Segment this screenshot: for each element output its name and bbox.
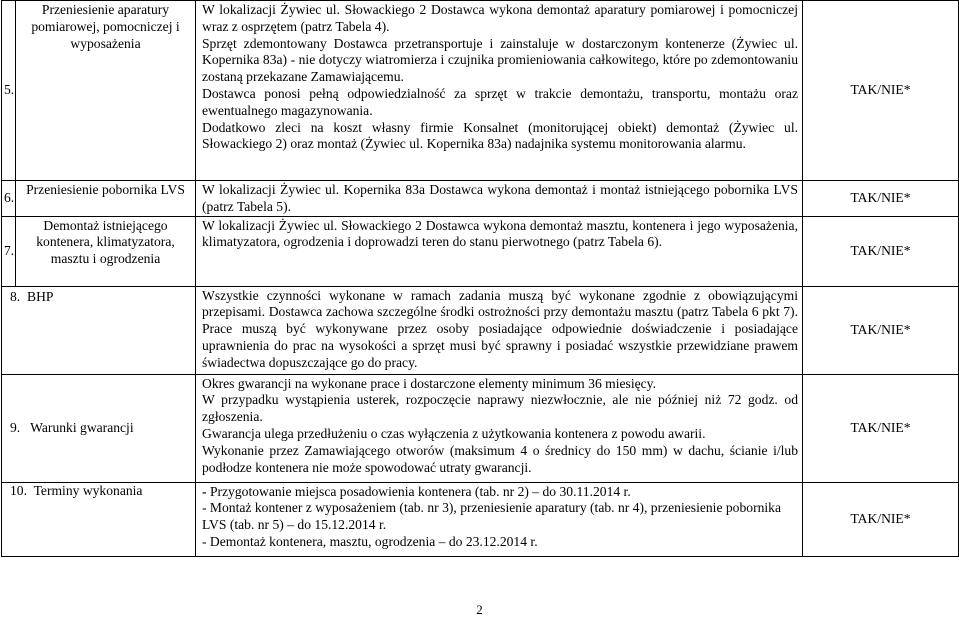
row-number: 7. <box>2 216 16 286</box>
description-paragraph: Okres gwarancji na wykonane prace i dostarczone elementy minimum 36 miesięcy. <box>202 375 656 391</box>
table-row <box>2 286 959 374</box>
row-description: Wszystkie czynności wykonane w ramach zadania muszą być wykonane zgodnie z obowiązującymi przepisami. Dostawca zachowa szczególne środki ostrożności przy demontażu masztu (patrz Tabela 6 pkt 7). Prace muszą być wykonywane przez osoby posiadające odpowiednie doświadczenie i posiadające uprawnienia do prac na wysokości a sprzęt musi być sprawny i posiadać wszystkie przewidziane prawem świadectwa dopuszczające go do pracy. <box>196 286 803 374</box>
row-number: 5. <box>2 1 16 181</box>
table-row <box>2 374 959 482</box>
row-description <box>196 374 803 482</box>
description-paragraph: Wykonanie przez Zamawiającego otworów (maksimum 4 o średnicy do 150 mm) w dachu, ścianie i/lub podłodze kontenera nie może spowodować utraty gwarancji. <box>202 442 798 475</box>
row-name: BHP <box>27 288 54 304</box>
answer-cell[interactable]: TAK/NIE* <box>803 482 959 556</box>
description-paragraph: Dostawca ponosi pełną odpowiedzialność za sprzęt w trakcie demontażu, transportu, montażu oraz ewentualnego magazynowania. <box>202 85 798 118</box>
specification-table <box>1 0 959 557</box>
table-row <box>2 482 959 556</box>
page-number: 2 <box>476 602 483 617</box>
row-number: 10. <box>10 482 27 498</box>
answer-cell[interactable]: TAK/NIE* <box>803 181 959 217</box>
description-line: - Montaż kontener z wyposażeniem (tab. nr 3), przeniesienie aparatury (tab. nr 4), przeniesienie pobornika LVS (tab. nr 5) – do 15.12.2014 r. <box>202 500 782 533</box>
description-line: - Demontaż kontenera, masztu, ogrodzenia – do 23.12.2014 r. <box>202 533 538 549</box>
row-name: Przeniesienie aparatury pomiarowej, pomocniczej i wyposażenia <box>16 1 196 181</box>
description-line: - Przygotowanie miejsca posadowienia kontenera (tab. nr 2) – do 30.11.2014 r. <box>202 483 631 499</box>
row-description <box>196 1 803 181</box>
row-number: 6. <box>2 181 16 217</box>
table-row <box>2 216 959 286</box>
row-label <box>2 482 196 556</box>
row-name: Przeniesienie pobornika LVS <box>16 181 196 217</box>
description-paragraph: W przypadku wystąpienia usterek, rozpoczęcie naprawy niezwłocznie, ale nie później niż 72 godz. od zgłoszenia. <box>202 392 798 425</box>
row-name: Terminy wykonania <box>33 482 143 498</box>
row-name: Warunki gwarancji <box>30 419 134 435</box>
answer-cell[interactable]: TAK/NIE* <box>803 286 959 374</box>
row-label <box>2 374 196 482</box>
description-text: Przygotowanie miejsca posadowienia kontenera (tab. nr 2) – do 30.11.2014 r. <box>209 483 631 499</box>
row-number: 9. <box>10 419 21 435</box>
answer-cell[interactable]: TAK/NIE* <box>803 1 959 181</box>
row-label <box>2 286 196 374</box>
row-description: W lokalizacji Żywiec ul. Kopernika 83a Dostawca wykona demontaż i montaż istniejącego pobornika LVS (patrz Tabela 5). <box>196 181 803 217</box>
description-paragraph: W lokalizacji Żywiec ul. Słowackiego 2 Dostawca wykona demontaż aparatury pomiarowej i pomocniczej wraz z osprzętem (patrz Tabela 4). <box>202 2 798 34</box>
answer-cell[interactable]: TAK/NIE* <box>803 374 959 482</box>
description-paragraph: Gwarancja ulega przedłużeniu o czas wyłączenia z użytkowania kontenera z powodu awarii. <box>202 425 706 441</box>
row-description <box>196 482 803 556</box>
row-description: W lokalizacji Żywiec ul. Słowackiego 2 Dostawca wykona demontaż masztu, kontenera i jego wyposażenia, klimatyzatora, ogrodzenia i doprowadzi teren do stanu pierwotnego (patrz Tabela 6). <box>196 216 803 286</box>
answer-cell[interactable]: TAK/NIE* <box>803 216 959 286</box>
table-row <box>2 1 959 181</box>
description-paragraph: Dodatkowo zleci na koszt własny firmie Konsalnet (monitorującej obiekt) demontaż (Żywiec ul. Słowackiego 2) oraz montaż (Żywiec ul. Kopernika 83a) nadajnika systemu monitorowania alarmu. <box>202 119 798 152</box>
table-row <box>2 181 959 217</box>
row-number: 8. <box>10 288 21 304</box>
description-paragraph: Sprzęt zdemontowany Dostawca przetransportuje i zainstaluje w dostarczonym kontenerze (Żywiec ul. Kopernika 83a) - nie dotyczy wiatromierza i czujnika promieniowania całkowitego, które po zdemontowaniu zostaną przekazane Zamawiającemu. <box>202 35 798 85</box>
row-name: Demontaż istniejącego kontenera, klimatyzatora, masztu i ogrodzenia <box>16 216 196 286</box>
